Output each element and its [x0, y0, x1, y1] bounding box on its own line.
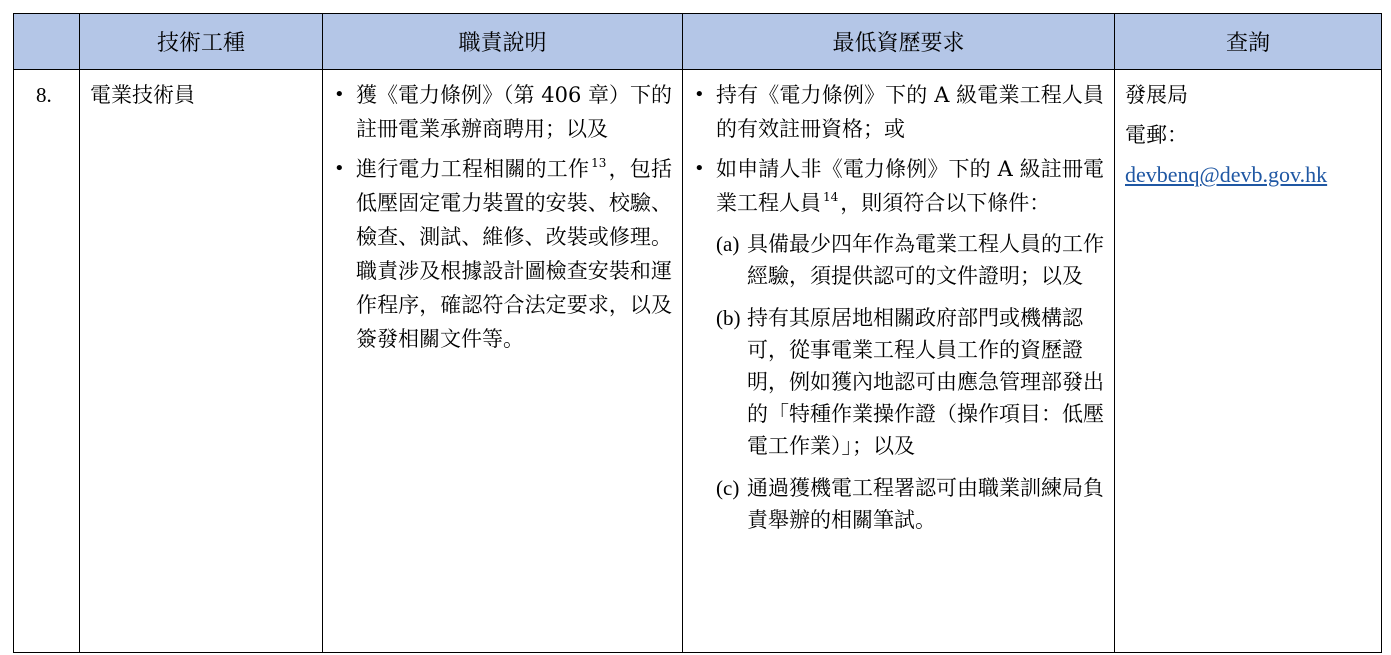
requirements-cell [683, 70, 1115, 653]
header-requirements: 最低資歷要求 [683, 14, 1115, 70]
sub-c-text: 通過獲機電工程署認可由職業訓練局負責舉辦的相關筆試。 [747, 476, 1104, 532]
enquiry-cell [1115, 70, 1382, 653]
sub-b-label: (b) [716, 306, 741, 330]
requirement-item-1-text: 持有《電力條例》下的 A 級電業工程人員的有效註冊資格；或 [716, 83, 1104, 141]
duties-cell [323, 70, 683, 653]
requirement-item-2-rest: ，則須符合以下條件： [840, 191, 1051, 215]
row-number: 8. [14, 70, 80, 653]
sub-a-text: 具備最少四年作為電業工程人員的工作經驗，須提供認可的文件證明；以及 [747, 232, 1104, 288]
requirement-item-2-text: 如申請人非《電力條例》下的 A 級註冊電業工程人員 [716, 157, 1104, 215]
requirement-item-1 [693, 78, 1104, 146]
duty-item-1-text: 獲《電力條例》（第 406 章）下的註冊電業承辦商聘用；以及 [356, 83, 672, 141]
enquiry-email-label: 電郵： [1125, 123, 1188, 147]
job-requirements-table [13, 13, 1382, 653]
sub-b-text: 持有其原居地相關政府部門或機構認可，從事電業工程人員工作的資歷證明，例如獲內地認可由應急管理部發出的「特種作業操作證（操作項目：低壓電工作業）」；以及 [747, 306, 1104, 458]
header-duties: 職責說明 [323, 14, 683, 70]
footnote-14: 14 [823, 190, 839, 204]
header-enquiry: 查詢 [1115, 14, 1382, 70]
table-header-row [14, 14, 1382, 70]
trade-name: 電業技術員 [80, 70, 323, 653]
footnote-13: 13 [591, 156, 607, 170]
duty-item-2-rest: ，包括低壓固定電力裝置的安裝、校驗、檢查、測試、維修、改裝或修理。職責涉及根據設計圖檢查安裝和運作程序，確認符合法定要求，以及簽發相關文件等。 [356, 157, 673, 351]
header-trade: 技術工種 [80, 14, 323, 70]
sub-a-label: (a) [716, 232, 740, 256]
requirement-sub-c [716, 472, 1104, 536]
requirement-item-2 [693, 152, 1104, 220]
duty-item-2 [333, 152, 672, 356]
table-row [14, 70, 1382, 653]
enquiry-email-link[interactable]: devbenq@devb.gov.hk [1125, 162, 1328, 187]
header-number [14, 14, 80, 70]
enquiry-department: 發展局 [1125, 83, 1188, 107]
requirement-sub-a [716, 228, 1104, 292]
duty-item-2-text: 進行電力工程相關的工作 [356, 157, 590, 181]
sub-c-label: (c) [716, 476, 740, 500]
duty-item-1 [333, 78, 672, 146]
requirement-sub-b [716, 302, 1104, 462]
